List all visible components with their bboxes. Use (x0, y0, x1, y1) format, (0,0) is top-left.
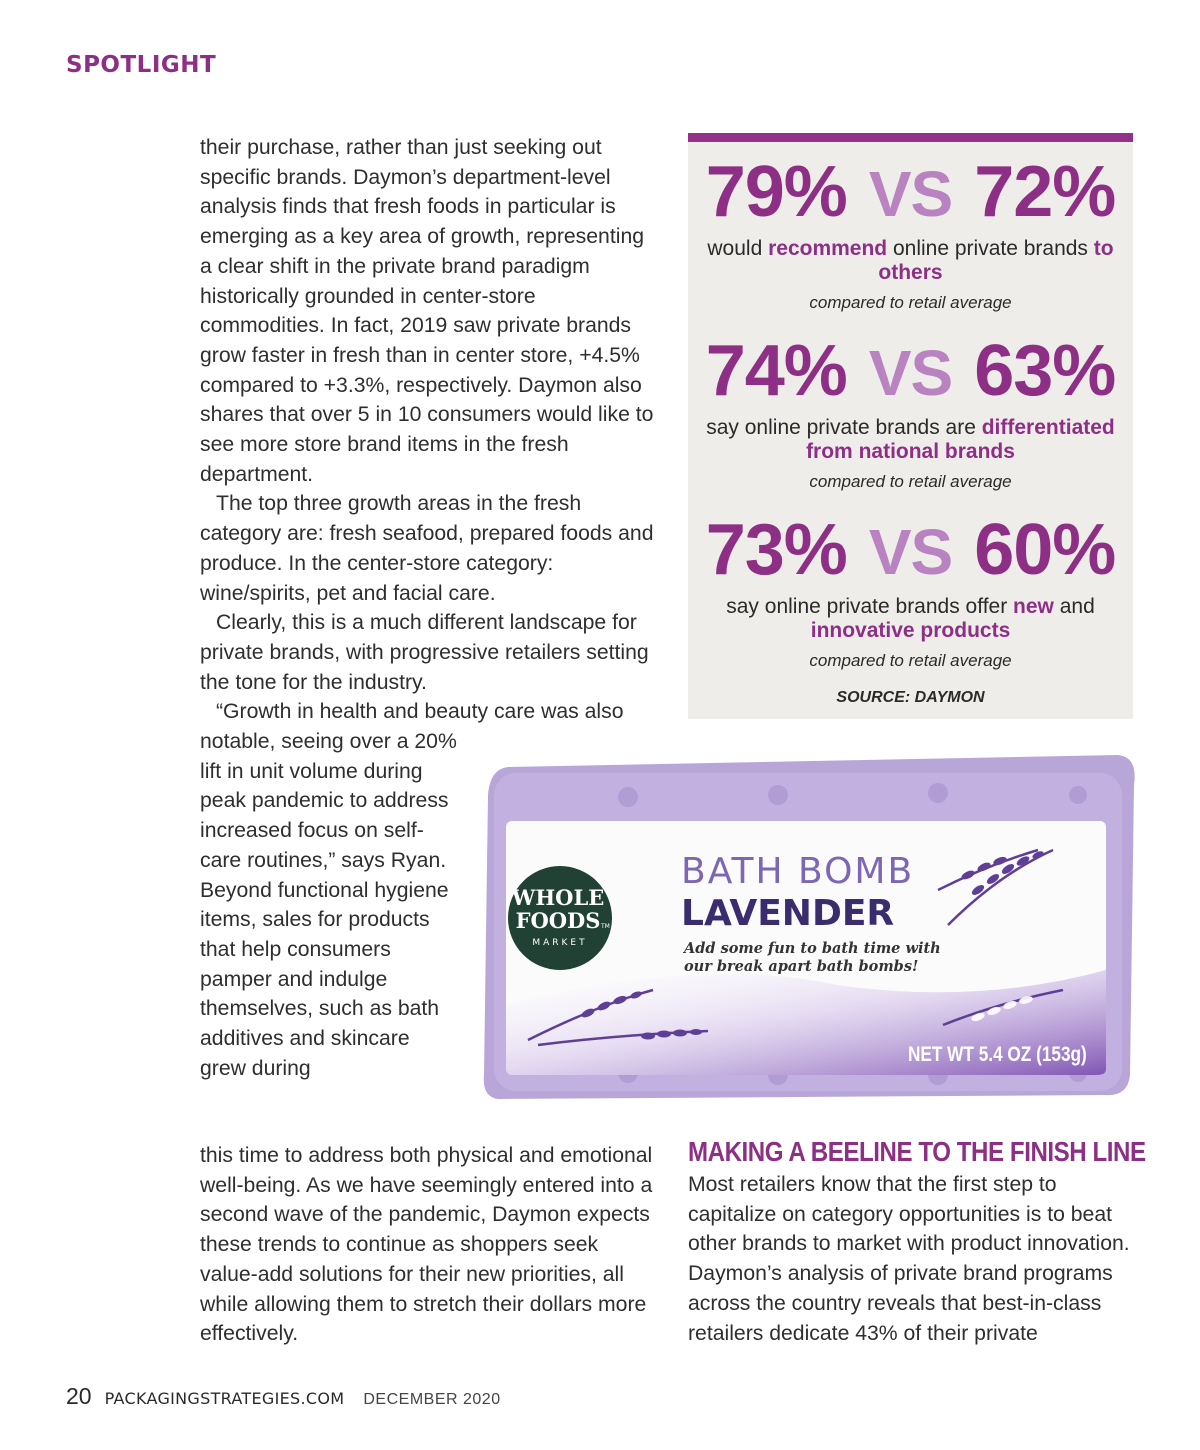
paragraph: their purchase, rather than just seeking out specific brands. Daymon’s department-level analysis finds that fresh foods in particular is emerging as a key area of growth, representing a clear shift in the private brand paradigm historically grounded in center-store commodities. In fact, 2019 saw private brands grow faster in fresh than in center store, +4.5% compared to +3.3%, respectively. Daymon also shares that over 5 in 10 consumers would like to see more store brand items in the fresh department. (200, 136, 654, 486)
issue-date: DECEMBER 2020 (363, 1391, 501, 1408)
net-weight-label: NET WT 5.4 OZ (153g) (908, 1043, 1087, 1067)
product-photo-bath-bomb (478, 755, 1138, 1100)
page-footer (66, 1383, 501, 1410)
stat-figures (688, 510, 1133, 590)
stat-block (688, 331, 1133, 492)
page-number: 20 (66, 1383, 92, 1409)
paragraph: “Growth in health and beauty care was also (216, 700, 624, 724)
stat-online-value: 73% (705, 510, 847, 590)
section-subhead: MAKING A BEELINE TO THE FINISH LINE (688, 1136, 1146, 1167)
stat-vs: VS (868, 158, 953, 230)
stat-comparison: compared to retail average (809, 472, 1012, 491)
stat-figures (688, 152, 1133, 232)
stat-block (688, 510, 1133, 671)
body-column-left-bottom (200, 1141, 660, 1349)
stat-description: would recommend online private brands to others (707, 237, 1114, 284)
stat-comparison: compared to retail average (809, 293, 1012, 312)
product-name-line2: LAVENDER (681, 893, 895, 934)
product-tagline: our break apart bath bombs! (684, 958, 919, 975)
publication-site: PACKAGINGSTRATEGIES.COM (104, 1389, 345, 1408)
stats-sidebar (688, 133, 1133, 719)
stat-retail-value: 60% (974, 510, 1116, 590)
product-tagline: Add some fun to bath time with (684, 940, 941, 957)
stat-figures (688, 331, 1133, 411)
stat-description: say online private brands are differentiated from national brands (706, 416, 1115, 463)
logo-trademark: TM (601, 923, 610, 930)
paragraph: The top three growth areas in the fresh category are: fresh seafood, prepared foods and produce. In the center-store category: wine/spirits, pet and facial care. (200, 492, 654, 605)
stat-description: say online private brands offer new and innovative products (726, 595, 1095, 642)
stat-vs: VS (868, 516, 953, 588)
stat-retail-value: 72% (974, 152, 1116, 232)
logo-text-market: MARKET (532, 938, 588, 948)
paragraph: Clearly, this is a much different landscape for private brands, with progressive retailers setting the tone for the industry. (200, 611, 649, 694)
body-column-right (688, 1170, 1138, 1348)
product-name-line1: BATH BOMB (681, 851, 915, 892)
stat-online-value: 79% (705, 152, 847, 232)
logo-text-whole: WHOLE (511, 885, 605, 910)
paragraph: this time to address both physical and emotional well-being. As we have seemingly entered into a second wave of the pandemic, Daymon expects these trends to continue as shoppers seek value-add solutions for their new priorities, all while allowing them to stretch their dollars more effectively. (200, 1144, 653, 1346)
stats-source: SOURCE: DAYMON (836, 689, 985, 706)
body-column-left-top (200, 133, 660, 727)
section-label: SPOTLIGHT (66, 52, 217, 78)
stat-online-value: 74% (705, 331, 847, 411)
logo-text-foods: FOODS (515, 908, 601, 933)
stat-block (688, 152, 1133, 313)
paragraph: Most retailers know that the first step to capitalize on category opportunities is to beat other brands to market with product innovation. Daymon’s analysis of private brand programs across the country reveals that best-in-class retailers dedicate 43% of their private (688, 1173, 1130, 1345)
stat-retail-value: 63% (974, 331, 1116, 411)
body-column-left-wrap (200, 727, 460, 1083)
stat-vs: VS (868, 337, 953, 409)
sidebar-top-rule (688, 133, 1133, 142)
paragraph: notable, seeing over a 20% lift in unit volume during peak pandemic to address increased focus on self-care routines,” says Ryan. Beyond functional hygiene items, sales for products that help consumers pamper and indulge themselves, such as bath additives and skincare grew during (200, 730, 457, 1080)
stat-comparison: compared to retail average (809, 651, 1012, 670)
